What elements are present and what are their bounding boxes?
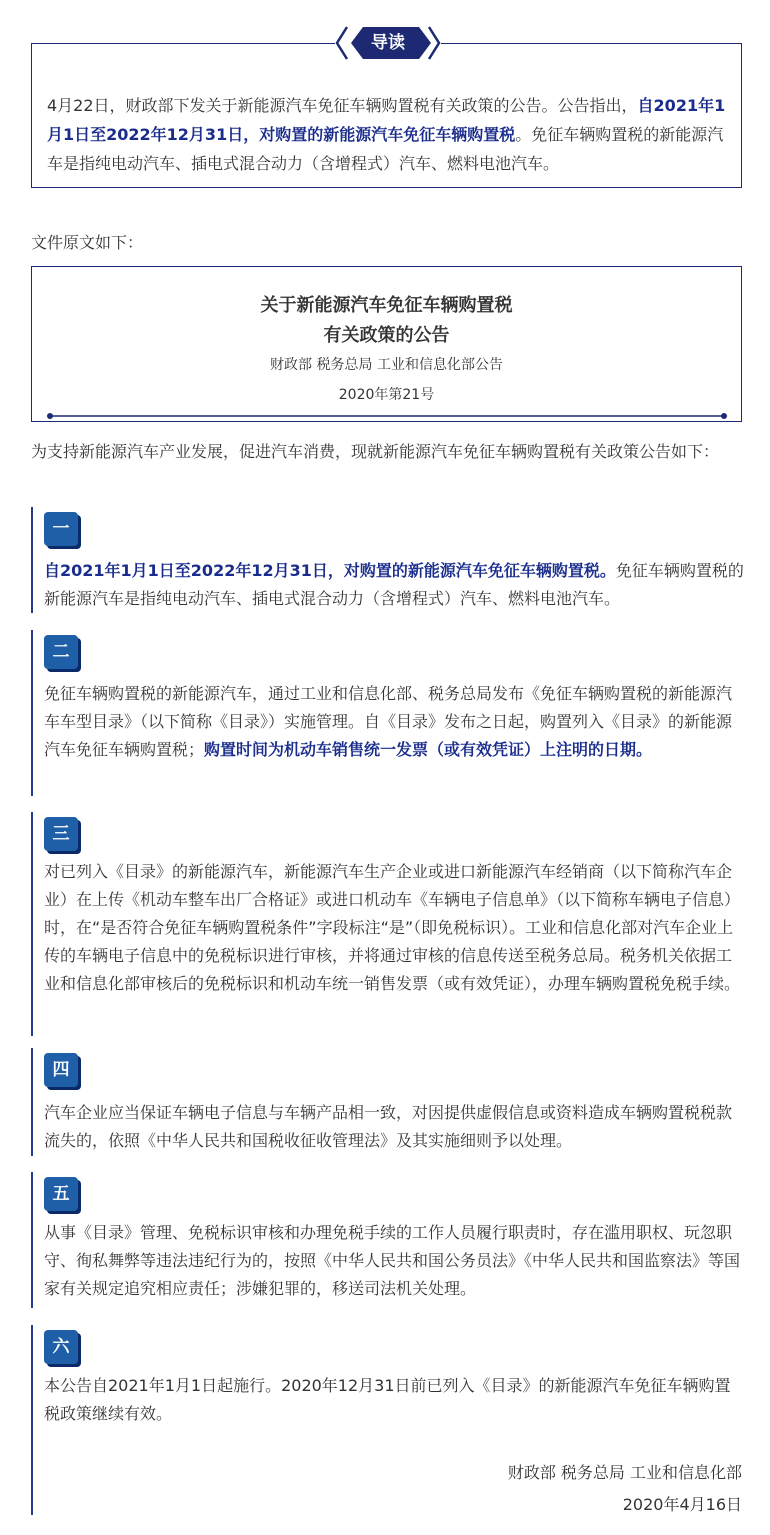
section-6 bbox=[31, 1325, 743, 1515]
section-1 bbox=[31, 507, 743, 613]
intro-text-part: 。免征车辆购置税的新能源汽车是指纯电动汽车、插电式混合动力（含增程式）汽车、燃料电池汽车。 bbox=[47, 125, 724, 173]
section-plain: 免征车辆购置税的新能源汽车，通过工业和信息化部、税务总局发布《免征车辆购置税的新能源汽车车型目录》（以下简称《目录》）实施管理。自《目录》发布之日起，购置列入《目录》的新能源汽车免征车辆购置税； bbox=[44, 684, 733, 759]
notice-number: 2020年第21号 bbox=[338, 387, 435, 403]
section-4 bbox=[31, 1048, 743, 1156]
section-badge: 五 bbox=[44, 1177, 78, 1211]
notice-title-line1: 关于新能源汽车免征车辆购置税 bbox=[260, 295, 513, 316]
intro-text-highlight: 自2021年1月1日至2022年12月31日，对购置的新能源汽车免征车辆购置税 bbox=[47, 96, 726, 144]
section-5 bbox=[31, 1172, 743, 1308]
section-badge: 三 bbox=[44, 817, 78, 851]
notice-issuers: 财政部 税务总局 工业和信息化部公告 bbox=[270, 357, 503, 373]
lead-text: 文件原文如下： bbox=[31, 233, 144, 252]
signature-date: 2020年4月16日 bbox=[622, 1495, 742, 1514]
intro-text bbox=[47, 91, 737, 178]
signature-issuers: 财政部 税务总局 工业和信息化部 bbox=[507, 1463, 742, 1482]
intro-tag-label: 导读 bbox=[371, 33, 405, 53]
notice-title-line2: 有关政策的公告 bbox=[323, 325, 450, 346]
section-text bbox=[44, 557, 744, 613]
section-highlight: 自2021年1月1日至2022年12月31日，对购置的新能源汽车免征车辆购置税。 bbox=[44, 561, 616, 580]
section-badge: 一 bbox=[44, 512, 78, 546]
section-highlight: 购置时间为机动车销售统一发票（或有效凭证）上注明的日期。 bbox=[204, 740, 653, 759]
notice-divider bbox=[46, 412, 728, 420]
section-text: 对已列入《目录》的新能源汽车，新能源汽车生产企业或进口新能源汽车经销商（以下简称汽车企业）在上传《机动车整车出厂合格证》或进口机动车《车辆电子信息单》（以下简称车辆电子信息）时，在“是否符合免征车辆购置税条件”字段标注“是”（即免税标识）。工业和信息化部对汽车企业上传的车辆电子信息中的免税标识进行审核，并将通过审核的信息传送至税务总局。税务机关依据工业和信息化部审核后的免税标识和机动车统一销售发票（或有效凭证），办理车辆购置税免税手续。 bbox=[44, 862, 741, 993]
section-text bbox=[44, 680, 744, 764]
section-badge: 六 bbox=[44, 1330, 78, 1364]
section-text: 本公告自2021年1月1日起施行。2020年12月31日前已列入《目录》的新能源汽车免征车辆购置税政策继续有效。 bbox=[44, 1376, 731, 1423]
notice-box bbox=[31, 266, 742, 422]
section-3 bbox=[31, 812, 743, 1036]
notice-title bbox=[32, 291, 741, 351]
section-2 bbox=[31, 630, 743, 796]
preface-text: 为支持新能源汽车产业发展，促进汽车消费，现就新能源汽车免征车辆购置税有关政策公告如下： bbox=[31, 442, 720, 461]
intro-tag bbox=[335, 25, 441, 61]
section-text: 从事《目录》管理、免税标识审核和办理免税手续的工作人员履行职责时，存在滥用职权、玩忽职守、徇私舞弊等违法违纪行为的，按照《中华人民共和国公务员法》《中华人民共和国监察法》等国家有关规定追究相应责任；涉嫌犯罪的，移送司法机关处理。 bbox=[44, 1223, 741, 1298]
section-badge: 四 bbox=[44, 1053, 78, 1087]
section-badge: 二 bbox=[44, 635, 78, 669]
section-text: 汽车企业应当保证车辆电子信息与车辆产品相一致，对因提供虚假信息或资料造成车辆购置税税款流失的，依照《中华人民共和国税收征收管理法》及其实施细则予以处理。 bbox=[44, 1103, 733, 1150]
intro-text-part: 4月22日，财政部下发关于新能源汽车免征车辆购置税有关政策的公告。公告指出， bbox=[47, 96, 638, 115]
section-plain: 免征车辆购置税的新能源汽车是指纯电动汽车、插电式混合动力（含增程式）汽车、燃料电池汽车。 bbox=[44, 561, 744, 608]
